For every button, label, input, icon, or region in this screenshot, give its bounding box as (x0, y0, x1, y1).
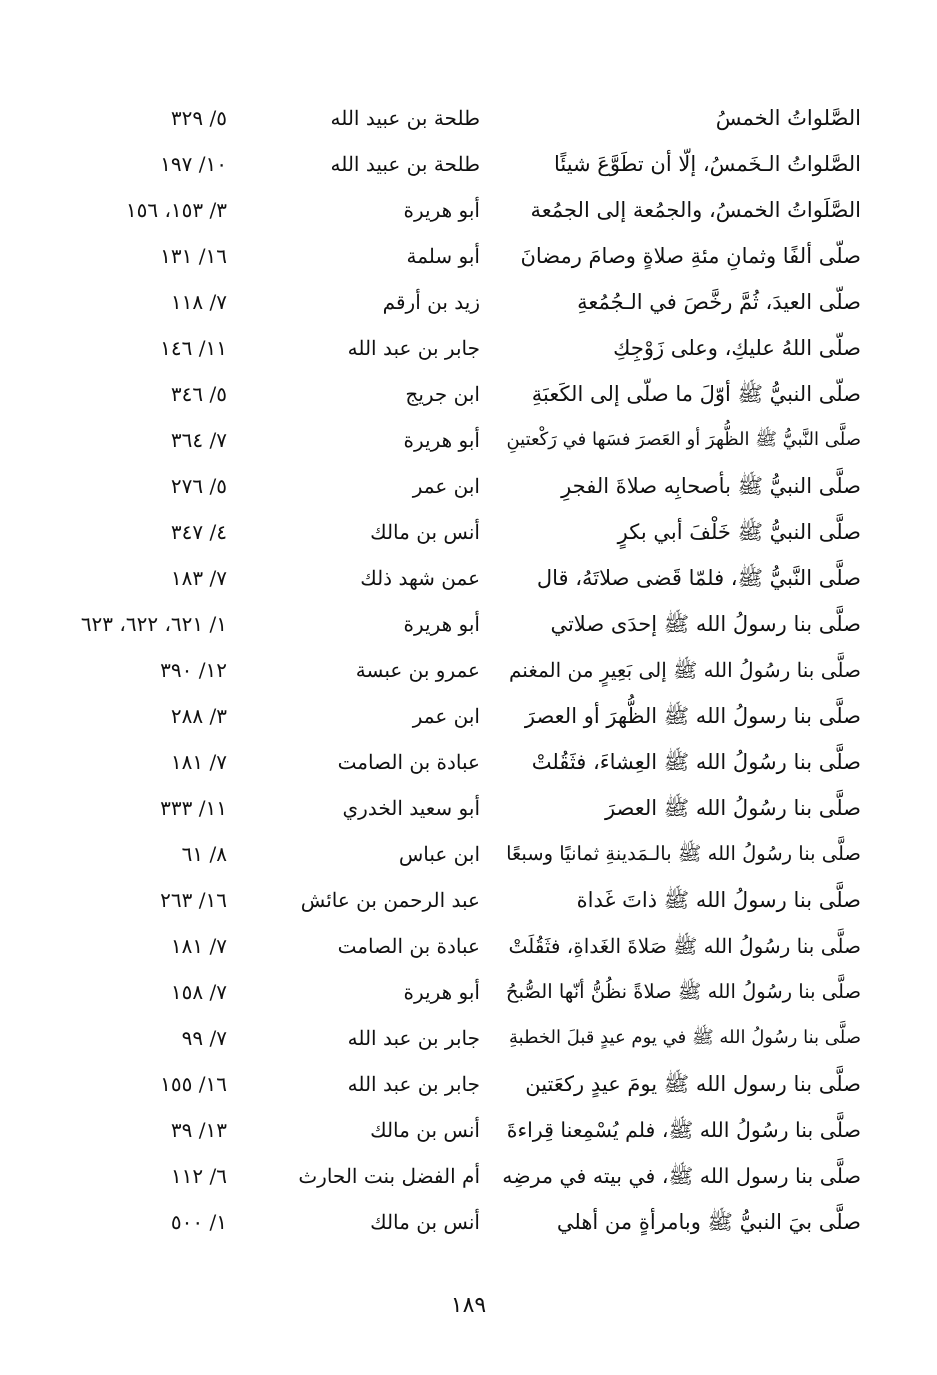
hadith-text: صلَّى النَّبيُّ ﷺ الظُّهرَ أو العَصرَ فسَها في رَكْعتينِ (506, 429, 861, 450)
volume-page-reference: ٧/ ٣٦٤ (170, 428, 227, 452)
hadith-text: صلَّى بنا رسُولُ الله ﷺ بالـمَدينةِ ثمانيًا وسبعًا (506, 842, 861, 865)
volume-page-reference: ١١/ ١٤٦ (160, 336, 227, 360)
volume-page-reference: ١٣/ ٣٩ (170, 1118, 227, 1142)
narrator-name: طلحة بن عبيد الله (330, 152, 480, 176)
narrator-name: طلحة بن عبيد الله (330, 106, 480, 130)
index-row (0, 1015, 937, 1061)
index-row (0, 1199, 937, 1245)
narrator-name: أبو سلمة (406, 244, 480, 268)
hadith-text: صلّى ألفًا وثمانِ مئةِ صلاةٍ وصامَ رمضانَ (520, 244, 861, 268)
index-row (0, 877, 937, 923)
narrator-name: أبو سعيد الخدري (342, 796, 480, 820)
volume-page-reference: ٧/ ٩٩ (181, 1026, 227, 1050)
index-row (0, 371, 937, 417)
hadith-text: صلّى النبيُّ ﷺ أوّلَ ما صلّى إلى الكَعبَةِ (531, 382, 861, 406)
index-row (0, 325, 937, 371)
narrator-name: جابر بن عبد الله (347, 336, 480, 360)
narrator-name: ابن عباس (398, 842, 480, 866)
index-row (0, 601, 937, 647)
index-row (0, 1107, 937, 1153)
index-row (0, 233, 937, 279)
narrator-name: أبو هريرة (403, 980, 480, 1004)
narrator-name: زيد بن أرقم (382, 290, 480, 314)
hadith-text: صلَّى بنا رسُولُ الله ﷺ، فلم يُسْمِعنا قِراءةَ (506, 1118, 861, 1142)
hadith-text: صلَّى النبيُّ ﷺ بأصحابِه صلاةَ الفجرِ (561, 474, 861, 498)
volume-page-reference: ٧/ ١٥٨ (170, 980, 227, 1004)
index-row (0, 187, 937, 233)
hadith-text: صلَّى بنا رسُولُ الله ﷺ صَلاةَ الغَداةِ، فثَقُلَتْ (508, 934, 861, 958)
volume-page-reference: ١٦/ ١٣١ (160, 244, 227, 268)
volume-page-reference: ٣/ ١٥٣، ١٥٦ (125, 198, 227, 222)
index-row (0, 969, 937, 1015)
hadith-text: صلّى اللهُ عليكِ، وعلى زَوْجِكِ (613, 336, 861, 360)
volume-page-reference: ١/ ٥٠٠ (170, 1210, 227, 1234)
hadith-text: صلَّى بنا رسول الله ﷺ، في بيته في مرضِه (502, 1164, 861, 1188)
volume-page-reference: ٣/ ٢٨٨ (170, 704, 227, 728)
hadith-text: صلَّى بيَ النبيُّ ﷺ وبامرأةٍ من أهلي (556, 1210, 861, 1234)
index-row (0, 647, 937, 693)
volume-page-reference: ١٦/ ٢٦٣ (160, 888, 227, 912)
volume-page-reference: ١٦/ ١٥٥ (160, 1072, 227, 1096)
index-row (0, 509, 937, 555)
volume-page-reference: ٨/ ٦١ (181, 842, 227, 866)
hadith-text: صلَّى بنا رسُولُ الله ﷺ العِشاءَ، فثَقُلتْ (531, 750, 861, 774)
narrator-name: ابن عمر (412, 474, 480, 498)
narrator-name: أبو هريرة (403, 198, 480, 222)
hadith-text: صلَّى بنا رسول الله ﷺ يومَ عيدٍ ركعَتين (525, 1072, 861, 1096)
narrator-name: عمرو بن عبسة (355, 658, 480, 682)
narrator-name: عبد الرحمن بن عائش (300, 888, 480, 912)
narrator-name: أنس بن مالك (370, 1118, 480, 1142)
index-row (0, 785, 937, 831)
volume-page-reference: ٥/ ٣٢٩ (170, 106, 227, 130)
narrator-name: أبو هريرة (403, 428, 480, 452)
volume-page-reference: ٧/ ١٨٣ (170, 566, 227, 590)
hadith-text: صلَّى بنا رسُولُ الله ﷺ العصرَ (604, 796, 861, 820)
hadith-text: الصَّلواتُ الخمسُ (715, 106, 861, 130)
volume-page-reference: ١٠/ ١٩٧ (160, 152, 227, 176)
index-row (0, 463, 937, 509)
index-row (0, 417, 937, 463)
narrator-name: جابر بن عبد الله (347, 1026, 480, 1050)
hadith-text: الصَّلواتُ الـخَمسُ، إلّا أن تطَوَّعَ شيئًا (553, 152, 861, 176)
narrator-name: ابن جريج (405, 382, 480, 406)
hadith-text: صلّى العيدَ، ثُمَّ رخَّصَ في الـجُمُعةِ (577, 290, 861, 314)
index-row (0, 693, 937, 739)
volume-page-reference: ٥/ ٢٧٦ (170, 474, 227, 498)
hadith-text: الصَّلَواتُ الخمسُ، والجمُعة إلى الجمُعة (530, 198, 861, 222)
index-row (0, 739, 937, 785)
volume-page-reference: ٧/ ١٨١ (170, 934, 227, 958)
volume-page-reference: ٧/ ١٨١ (170, 750, 227, 774)
volume-page-reference: ٤/ ٣٤٧ (170, 520, 227, 544)
index-row (0, 141, 937, 187)
hadith-text: صلَّى بنا رسولُ الله ﷺ الظُّهرَ أو العصرَ (524, 704, 861, 728)
narrator-name: أبو هريرة (403, 612, 480, 636)
index-row (0, 1153, 937, 1199)
narrator-name: أنس بن مالك (370, 1210, 480, 1234)
hadith-text: صلَّى النبيُّ ﷺ خَلْفَ أبي بكرٍ (617, 520, 861, 544)
hadith-text: صلَّى بنا رسولُ الله ﷺ ذاتَ غَداة (576, 888, 861, 912)
index-row (0, 279, 937, 325)
narrator-name: جابر بن عبد الله (347, 1072, 480, 1096)
narrator-name: أنس بن مالك (370, 520, 480, 544)
index-row (0, 95, 937, 141)
volume-page-reference: ١١/ ٣٣٣ (160, 796, 227, 820)
index-row (0, 1061, 937, 1107)
index-row (0, 831, 937, 877)
hadith-text: صلَّى النَّبيُّ ﷺ، فلمّا قَضى صلاتَهُ، قال (536, 566, 861, 590)
narrator-name: عبادة بن الصامت (337, 750, 480, 774)
index-row (0, 555, 937, 601)
volume-page-reference: ٧/ ١١٨ (170, 290, 227, 314)
volume-page-reference: ١/ ٦٢١، ٦٢٢، ٦٢٣ (80, 612, 227, 636)
narrator-name: عمن شهد ذلك (360, 566, 480, 590)
volume-page-reference: ٥/ ٣٤٦ (170, 382, 227, 406)
hadith-text: صلَّى بنا رسُولُ الله ﷺ إلى بَعِيرٍ من المغنم (508, 658, 861, 682)
narrator-name: عبادة بن الصامت (337, 934, 480, 958)
narrator-name: أم الفضل بنت الحارث (298, 1164, 480, 1188)
index-row (0, 923, 937, 969)
hadith-text: صلَّى بنا رسولُ الله ﷺ إحدَى صلاتي (550, 612, 861, 636)
narrator-name: ابن عمر (412, 704, 480, 728)
hadith-text: صلَّى بنا رسُولُ الله ﷺ صلاةً نظُنُّ أنّها الصُّبحُ (505, 980, 861, 1003)
hadith-index-table (0, 95, 937, 1245)
page-number: ١٨٩ (450, 1293, 487, 1318)
volume-page-reference: ٦/ ١١٢ (170, 1164, 227, 1188)
volume-page-reference: ١٢/ ٣٩٠ (160, 658, 227, 682)
hadith-text: صلَّى بنا رسُولُ الله ﷺ في يوم عيدٍ قبلَ الخطبةِ (509, 1027, 861, 1048)
